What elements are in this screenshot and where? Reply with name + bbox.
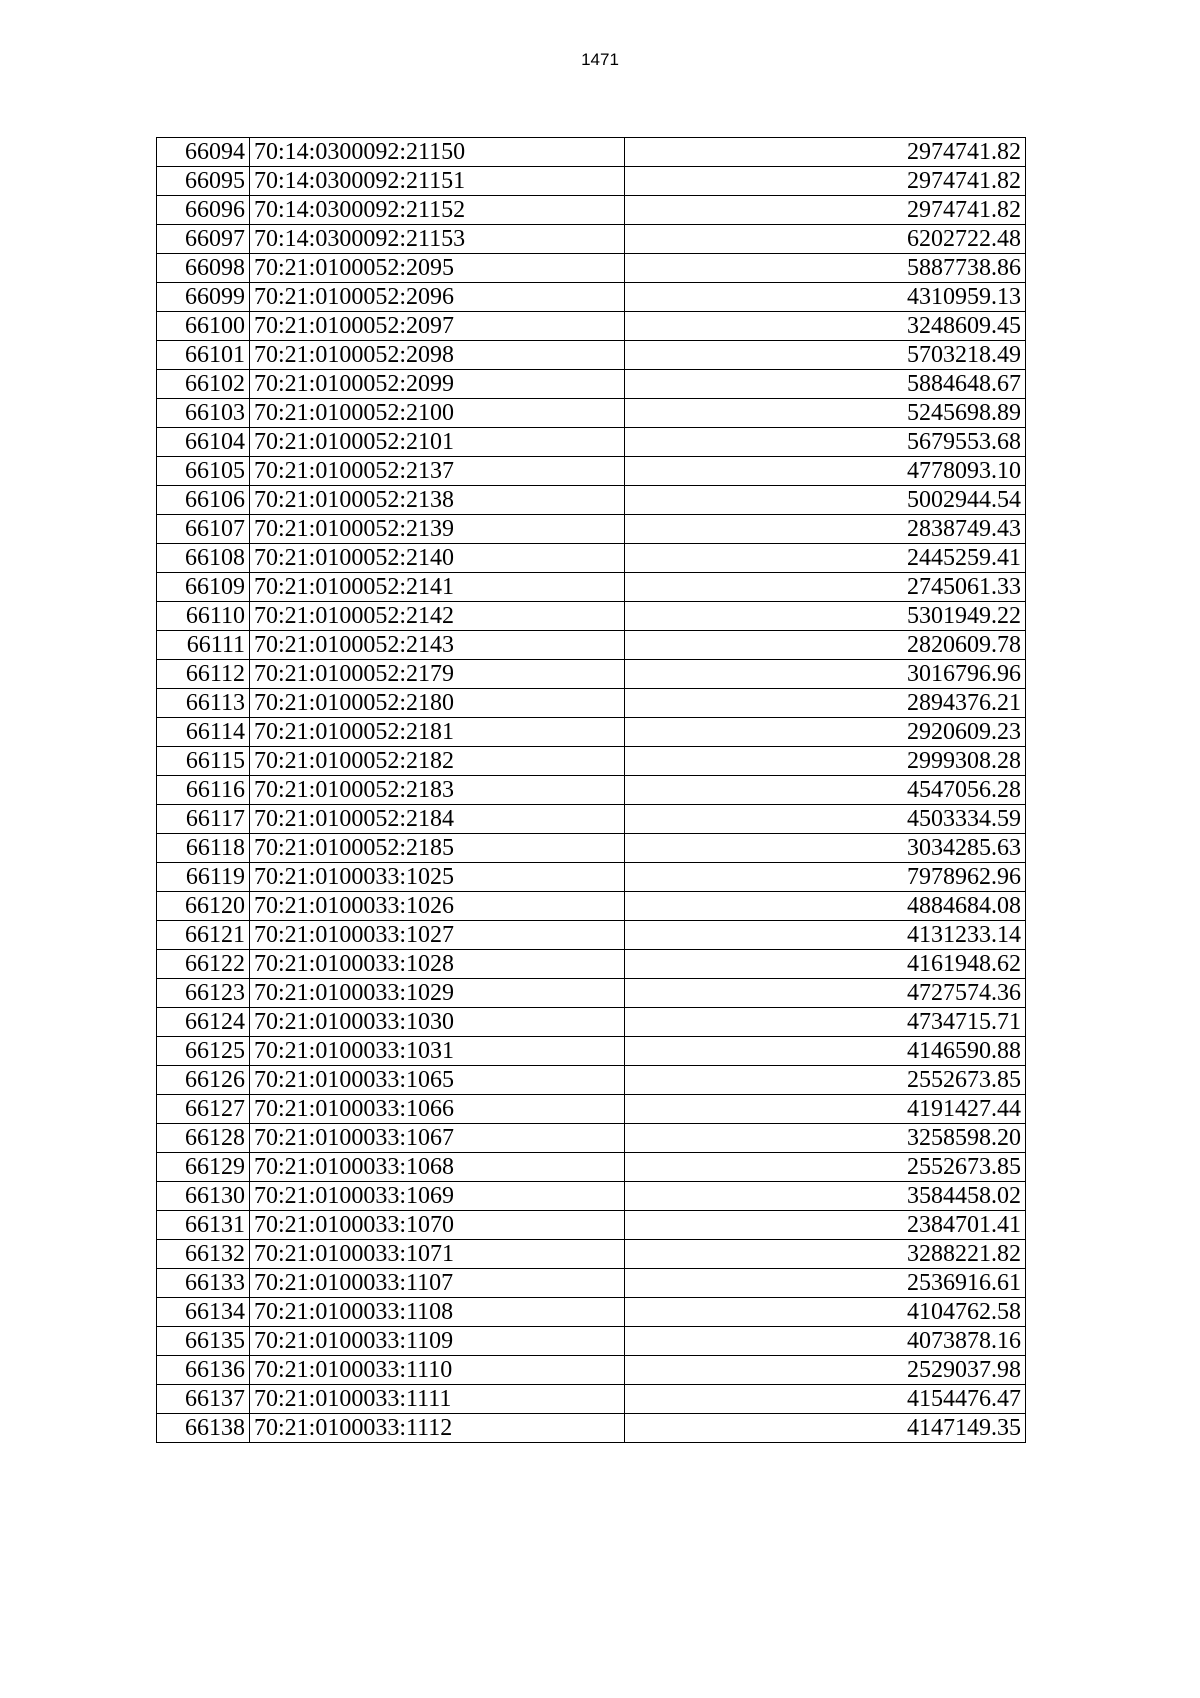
- row-number-cell: 66122: [157, 950, 250, 979]
- table-row: [157, 602, 1026, 631]
- table-row: [157, 689, 1026, 718]
- row-number-cell: 66113: [157, 689, 250, 718]
- cadastral-value-cell: 4073878.16: [625, 1327, 1026, 1356]
- cadastral-value-cell: 4310959.13: [625, 283, 1026, 312]
- cadastral-value-cell: 4147149.35: [625, 1414, 1026, 1443]
- cadastral-number-cell: 70:21:0100052:2095: [250, 254, 625, 283]
- cadastral-number-cell: 70:21:0100052:2137: [250, 457, 625, 486]
- table-row: [157, 1269, 1026, 1298]
- cadastral-value-cell: 2920609.23: [625, 718, 1026, 747]
- table-row: [157, 573, 1026, 602]
- row-number-cell: 66098: [157, 254, 250, 283]
- cadastral-number-cell: 70:21:0100052:2098: [250, 341, 625, 370]
- cadastral-value-table: [156, 137, 1026, 1443]
- row-number-cell: 66115: [157, 747, 250, 776]
- cadastral-value-cell: 2529037.98: [625, 1356, 1026, 1385]
- cadastral-number-cell: 70:21:0100033:1068: [250, 1153, 625, 1182]
- row-number-cell: 66136: [157, 1356, 250, 1385]
- row-number-cell: 66129: [157, 1153, 250, 1182]
- cadastral-number-cell: 70:21:0100052:2143: [250, 631, 625, 660]
- cadastral-value-cell: 2552673.85: [625, 1153, 1026, 1182]
- row-number-cell: 66106: [157, 486, 250, 515]
- table-row: [157, 1124, 1026, 1153]
- table-row: [157, 776, 1026, 805]
- cadastral-number-cell: 70:21:0100033:1030: [250, 1008, 625, 1037]
- row-number-cell: 66102: [157, 370, 250, 399]
- row-number-cell: 66132: [157, 1240, 250, 1269]
- cadastral-value-cell: 4727574.36: [625, 979, 1026, 1008]
- cadastral-number-cell: 70:21:0100052:2097: [250, 312, 625, 341]
- row-number-cell: 66134: [157, 1298, 250, 1327]
- cadastral-number-cell: 70:21:0100033:1070: [250, 1211, 625, 1240]
- cadastral-number-cell: 70:21:0100052:2140: [250, 544, 625, 573]
- row-number-cell: 66118: [157, 834, 250, 863]
- row-number-cell: 66105: [157, 457, 250, 486]
- row-number-cell: 66101: [157, 341, 250, 370]
- row-number-cell: 66123: [157, 979, 250, 1008]
- cadastral-value-cell: 2838749.43: [625, 515, 1026, 544]
- row-number-cell: 66104: [157, 428, 250, 457]
- row-number-cell: 66100: [157, 312, 250, 341]
- cadastral-number-cell: 70:21:0100033:1029: [250, 979, 625, 1008]
- cadastral-value-cell: 5301949.22: [625, 602, 1026, 631]
- table-row: [157, 834, 1026, 863]
- cadastral-value-cell: 4191427.44: [625, 1095, 1026, 1124]
- cadastral-number-cell: 70:21:0100033:1028: [250, 950, 625, 979]
- table-row: [157, 1095, 1026, 1124]
- cadastral-value-cell: 4503334.59: [625, 805, 1026, 834]
- row-number-cell: 66121: [157, 921, 250, 950]
- row-number-cell: 66114: [157, 718, 250, 747]
- table-row: [157, 1008, 1026, 1037]
- table-row: [157, 515, 1026, 544]
- cadastral-value-cell: 7978962.96: [625, 863, 1026, 892]
- row-number-cell: 66099: [157, 283, 250, 312]
- table-row: [157, 631, 1026, 660]
- row-number-cell: 66111: [157, 631, 250, 660]
- cadastral-number-cell: 70:21:0100052:2138: [250, 486, 625, 515]
- cadastral-value-cell: 4146590.88: [625, 1037, 1026, 1066]
- cadastral-value-cell: 5245698.89: [625, 399, 1026, 428]
- table-row: [157, 1385, 1026, 1414]
- table-row: [157, 805, 1026, 834]
- cadastral-value-cell: 3016796.96: [625, 660, 1026, 689]
- cadastral-number-cell: 70:21:0100052:2182: [250, 747, 625, 776]
- table-row: [157, 863, 1026, 892]
- row-number-cell: 66119: [157, 863, 250, 892]
- cadastral-number-cell: 70:21:0100033:1110: [250, 1356, 625, 1385]
- table-row: [157, 1240, 1026, 1269]
- table-row: [157, 399, 1026, 428]
- row-number-cell: 66135: [157, 1327, 250, 1356]
- cadastral-number-cell: 70:21:0100033:1071: [250, 1240, 625, 1269]
- table-row: [157, 167, 1026, 196]
- table-row: [157, 370, 1026, 399]
- table-row: [157, 341, 1026, 370]
- cadastral-number-cell: 70:21:0100033:1026: [250, 892, 625, 921]
- cadastral-number-cell: 70:21:0100052:2101: [250, 428, 625, 457]
- table-row: [157, 1298, 1026, 1327]
- table-row: [157, 312, 1026, 341]
- row-number-cell: 66107: [157, 515, 250, 544]
- table-row: [157, 544, 1026, 573]
- cadastral-value-cell: 2552673.85: [625, 1066, 1026, 1095]
- table-row: [157, 225, 1026, 254]
- row-number-cell: 66109: [157, 573, 250, 602]
- row-number-cell: 66127: [157, 1095, 250, 1124]
- cadastral-value-cell: 2745061.33: [625, 573, 1026, 602]
- table-row: [157, 921, 1026, 950]
- table-row: [157, 428, 1026, 457]
- cadastral-number-cell: 70:21:0100052:2181: [250, 718, 625, 747]
- cadastral-value-cell: 4104762.58: [625, 1298, 1026, 1327]
- row-number-cell: 66097: [157, 225, 250, 254]
- cadastral-number-cell: 70:21:0100052:2185: [250, 834, 625, 863]
- cadastral-number-cell: 70:21:0100052:2184: [250, 805, 625, 834]
- cadastral-number-cell: 70:21:0100033:1069: [250, 1182, 625, 1211]
- table-row: [157, 1211, 1026, 1240]
- cadastral-number-cell: 70:21:0100033:1066: [250, 1095, 625, 1124]
- cadastral-value-cell: 5887738.86: [625, 254, 1026, 283]
- row-number-cell: 66110: [157, 602, 250, 631]
- row-number-cell: 66116: [157, 776, 250, 805]
- table-row: [157, 979, 1026, 1008]
- cadastral-value-cell: 2820609.78: [625, 631, 1026, 660]
- table-row: [157, 1414, 1026, 1443]
- cadastral-value-cell: 4884684.08: [625, 892, 1026, 921]
- row-number-cell: 66131: [157, 1211, 250, 1240]
- cadastral-value-cell: 2384701.41: [625, 1211, 1026, 1240]
- table-row: [157, 1327, 1026, 1356]
- cadastral-value-cell: 4547056.28: [625, 776, 1026, 805]
- table-row: [157, 1066, 1026, 1095]
- cadastral-number-cell: 70:21:0100033:1027: [250, 921, 625, 950]
- table-row: [157, 892, 1026, 921]
- cadastral-number-cell: 70:21:0100052:2099: [250, 370, 625, 399]
- page-number: 1471: [581, 50, 619, 69]
- table-row: [157, 1182, 1026, 1211]
- row-number-cell: 66130: [157, 1182, 250, 1211]
- cadastral-value-cell: 3258598.20: [625, 1124, 1026, 1153]
- cadastral-number-cell: 70:21:0100052:2180: [250, 689, 625, 718]
- cadastral-number-cell: 70:21:0100052:2139: [250, 515, 625, 544]
- row-number-cell: 66112: [157, 660, 250, 689]
- row-number-cell: 66128: [157, 1124, 250, 1153]
- table-row: [157, 747, 1026, 776]
- table-row: [157, 660, 1026, 689]
- table-row: [157, 1356, 1026, 1385]
- cadastral-value-cell: 6202722.48: [625, 225, 1026, 254]
- cadastral-number-cell: 70:21:0100033:1107: [250, 1269, 625, 1298]
- row-number-cell: 66125: [157, 1037, 250, 1066]
- cadastral-value-cell: 3034285.63: [625, 834, 1026, 863]
- cadastral-value-cell: 2536916.61: [625, 1269, 1026, 1298]
- cadastral-number-cell: 70:21:0100033:1109: [250, 1327, 625, 1356]
- cadastral-number-cell: 70:21:0100033:1031: [250, 1037, 625, 1066]
- row-number-cell: 66120: [157, 892, 250, 921]
- cadastral-number-cell: 70:14:0300092:21152: [250, 196, 625, 225]
- cadastral-number-cell: 70:21:0100052:2141: [250, 573, 625, 602]
- cadastral-number-cell: 70:21:0100052:2183: [250, 776, 625, 805]
- table-row: [157, 486, 1026, 515]
- table-row: [157, 1153, 1026, 1182]
- cadastral-number-cell: 70:21:0100052:2142: [250, 602, 625, 631]
- cadastral-number-cell: 70:21:0100033:1108: [250, 1298, 625, 1327]
- cadastral-number-cell: 70:21:0100033:1025: [250, 863, 625, 892]
- cadastral-value-cell: 5884648.67: [625, 370, 1026, 399]
- row-number-cell: 66137: [157, 1385, 250, 1414]
- cadastral-number-cell: 70:21:0100033:1067: [250, 1124, 625, 1153]
- row-number-cell: 66124: [157, 1008, 250, 1037]
- cadastral-number-cell: 70:14:0300092:21151: [250, 167, 625, 196]
- cadastral-value-cell: 3248609.45: [625, 312, 1026, 341]
- table-row: [157, 138, 1026, 167]
- cadastral-value-cell: 3584458.02: [625, 1182, 1026, 1211]
- cadastral-number-cell: 70:14:0300092:21150: [250, 138, 625, 167]
- cadastral-value-cell: 2894376.21: [625, 689, 1026, 718]
- cadastral-value-cell: 4734715.71: [625, 1008, 1026, 1037]
- cadastral-value-cell: 4161948.62: [625, 950, 1026, 979]
- cadastral-value-cell: 2974741.82: [625, 167, 1026, 196]
- table-row: [157, 457, 1026, 486]
- cadastral-value-cell: 2999308.28: [625, 747, 1026, 776]
- table-row: [157, 283, 1026, 312]
- row-number-cell: 66096: [157, 196, 250, 225]
- cadastral-number-cell: 70:21:0100052:2100: [250, 399, 625, 428]
- row-number-cell: 66108: [157, 544, 250, 573]
- cadastral-value-cell: 2974741.82: [625, 196, 1026, 225]
- cadastral-number-cell: 70:21:0100033:1111: [250, 1385, 625, 1414]
- cadastral-value-cell: 4154476.47: [625, 1385, 1026, 1414]
- cadastral-value-cell: 5703218.49: [625, 341, 1026, 370]
- cadastral-number-cell: 70:14:0300092:21153: [250, 225, 625, 254]
- row-number-cell: 66138: [157, 1414, 250, 1443]
- cadastral-value-cell: 2445259.41: [625, 544, 1026, 573]
- cadastral-value-cell: 4778093.10: [625, 457, 1026, 486]
- cadastral-value-cell: 5679553.68: [625, 428, 1026, 457]
- row-number-cell: 66117: [157, 805, 250, 834]
- table-row: [157, 950, 1026, 979]
- row-number-cell: 66133: [157, 1269, 250, 1298]
- row-number-cell: 66103: [157, 399, 250, 428]
- table-row: [157, 1037, 1026, 1066]
- cadastral-number-cell: 70:21:0100033:1065: [250, 1066, 625, 1095]
- row-number-cell: 66126: [157, 1066, 250, 1095]
- cadastral-number-cell: 70:21:0100052:2096: [250, 283, 625, 312]
- cadastral-number-cell: 70:21:0100052:2179: [250, 660, 625, 689]
- table-body: [157, 138, 1026, 1443]
- table-row: [157, 254, 1026, 283]
- table-row: [157, 196, 1026, 225]
- cadastral-number-cell: 70:21:0100033:1112: [250, 1414, 625, 1443]
- cadastral-value-cell: 5002944.54: [625, 486, 1026, 515]
- row-number-cell: 66094: [157, 138, 250, 167]
- cadastral-value-cell: 2974741.82: [625, 138, 1026, 167]
- cadastral-value-cell: 3288221.82: [625, 1240, 1026, 1269]
- table-row: [157, 718, 1026, 747]
- row-number-cell: 66095: [157, 167, 250, 196]
- cadastral-value-cell: 4131233.14: [625, 921, 1026, 950]
